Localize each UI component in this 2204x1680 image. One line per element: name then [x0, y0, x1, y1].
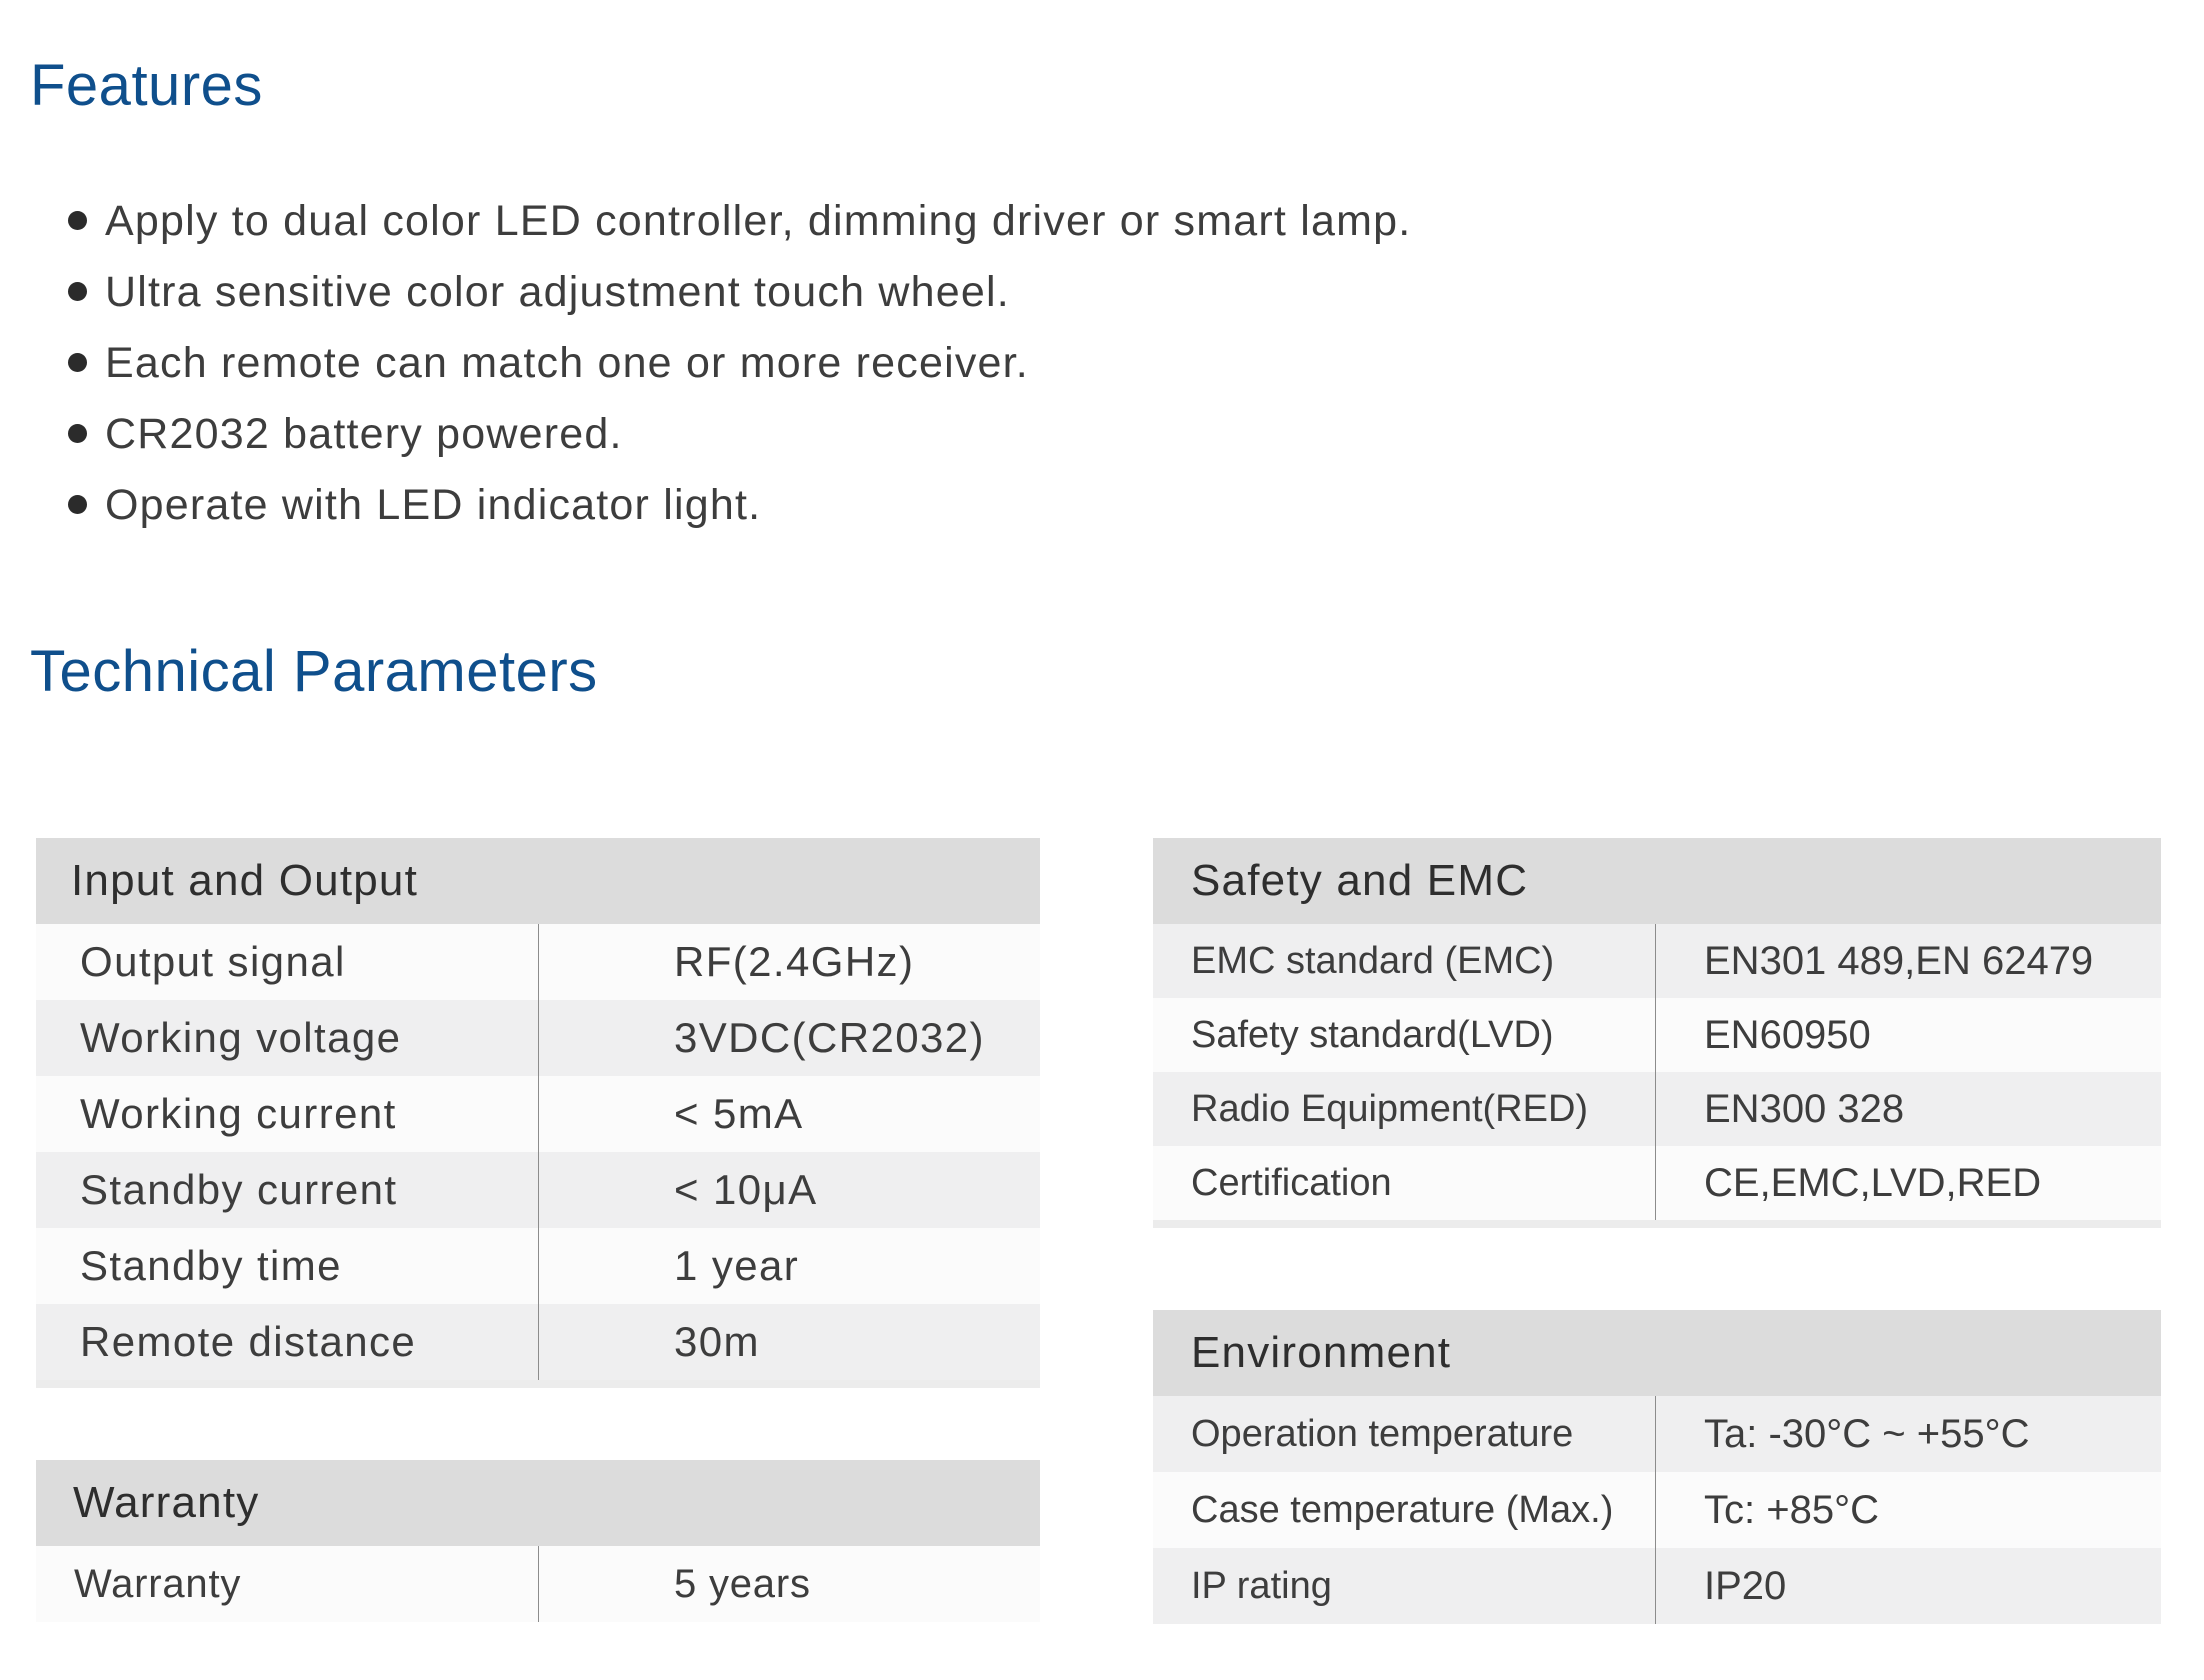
table-row [1153, 1548, 2161, 1624]
row-label: Operation temperature [1153, 1396, 1656, 1472]
table-footer-rule [1153, 1220, 2161, 1228]
features-list [68, 186, 1411, 541]
row-value: 5 years [674, 1562, 811, 1606]
features-heading: Features [30, 53, 263, 118]
row-label: Working voltage [36, 1000, 539, 1076]
row-label: IP rating [1153, 1548, 1656, 1624]
feature-text: Apply to dual color LED controller, dimming driver or smart lamp. [105, 197, 1412, 245]
row-value: Tc: +85°C [1704, 1488, 1879, 1532]
table-row [36, 1304, 1040, 1380]
table-row [36, 1546, 1040, 1622]
feature-text: Ultra sensitive color adjustment touch wheel. [105, 268, 1010, 316]
bullet-icon [68, 211, 87, 230]
environment-table [1153, 1310, 2161, 1624]
row-value: < 10μA [674, 1166, 818, 1213]
row-value: CE,EMC,LVD,RED [1704, 1161, 2042, 1205]
row-value: < 5mA [674, 1090, 804, 1137]
row-value: RF(2.4GHz) [674, 938, 915, 985]
table-row [1153, 1072, 2161, 1146]
row-label: Radio Equipment(RED) [1153, 1072, 1656, 1146]
row-label: Remote distance [36, 1304, 539, 1380]
row-value: 30m [674, 1318, 760, 1365]
row-label: Standby time [36, 1228, 539, 1304]
row-value: EN60950 [1704, 1013, 1871, 1057]
table-row [36, 1152, 1040, 1228]
table-row [1153, 1396, 2161, 1472]
bullet-icon [68, 282, 87, 301]
feature-text: Each remote can match one or more receiver. [105, 339, 1029, 387]
technical-parameters-heading: Technical Parameters [30, 639, 598, 704]
table-row [1153, 924, 2161, 998]
table-row [1153, 1146, 2161, 1220]
feature-item [68, 257, 1411, 328]
table-header: Warranty [36, 1460, 1040, 1546]
input-output-table [36, 838, 1040, 1388]
table-row [1153, 998, 2161, 1072]
row-label: Certification [1153, 1146, 1656, 1220]
safety-emc-table [1153, 838, 2161, 1228]
row-value: IP20 [1704, 1564, 1787, 1608]
bullet-icon [68, 424, 87, 443]
bullet-icon [68, 495, 87, 514]
table-header: Input and Output [36, 838, 1040, 924]
row-label: Safety standard(LVD) [1153, 998, 1656, 1072]
row-label: Standby current [36, 1152, 539, 1228]
row-value: EN301 489,EN 62479 [1704, 939, 2094, 983]
row-label: EMC standard (EMC) [1153, 924, 1656, 998]
row-value: 3VDC(CR2032) [674, 1014, 985, 1061]
table-header: Safety and EMC [1153, 838, 2161, 924]
table-row [1153, 1472, 2161, 1548]
row-label: Working current [36, 1076, 539, 1152]
row-label: Case temperature (Max.) [1153, 1472, 1656, 1548]
table-header: Environment [1153, 1310, 2161, 1396]
table-row [36, 1228, 1040, 1304]
row-label: Output signal [36, 924, 539, 1000]
row-value: Ta: -30°C ~ +55°C [1704, 1412, 2030, 1456]
feature-item [68, 399, 1411, 470]
table-row [36, 1076, 1040, 1152]
row-value: 1 year [674, 1242, 800, 1289]
feature-item [68, 186, 1411, 257]
table-footer-rule [36, 1380, 1040, 1388]
warranty-table [36, 1460, 1040, 1622]
feature-item [68, 470, 1411, 541]
table-row [36, 1000, 1040, 1076]
row-label: Warranty [36, 1546, 539, 1622]
feature-text: Operate with LED indicator light. [105, 481, 762, 529]
bullet-icon [68, 353, 87, 372]
row-value: EN300 328 [1704, 1087, 1905, 1131]
feature-text: CR2032 battery powered. [105, 410, 623, 458]
table-row [36, 924, 1040, 1000]
feature-item [68, 328, 1411, 399]
